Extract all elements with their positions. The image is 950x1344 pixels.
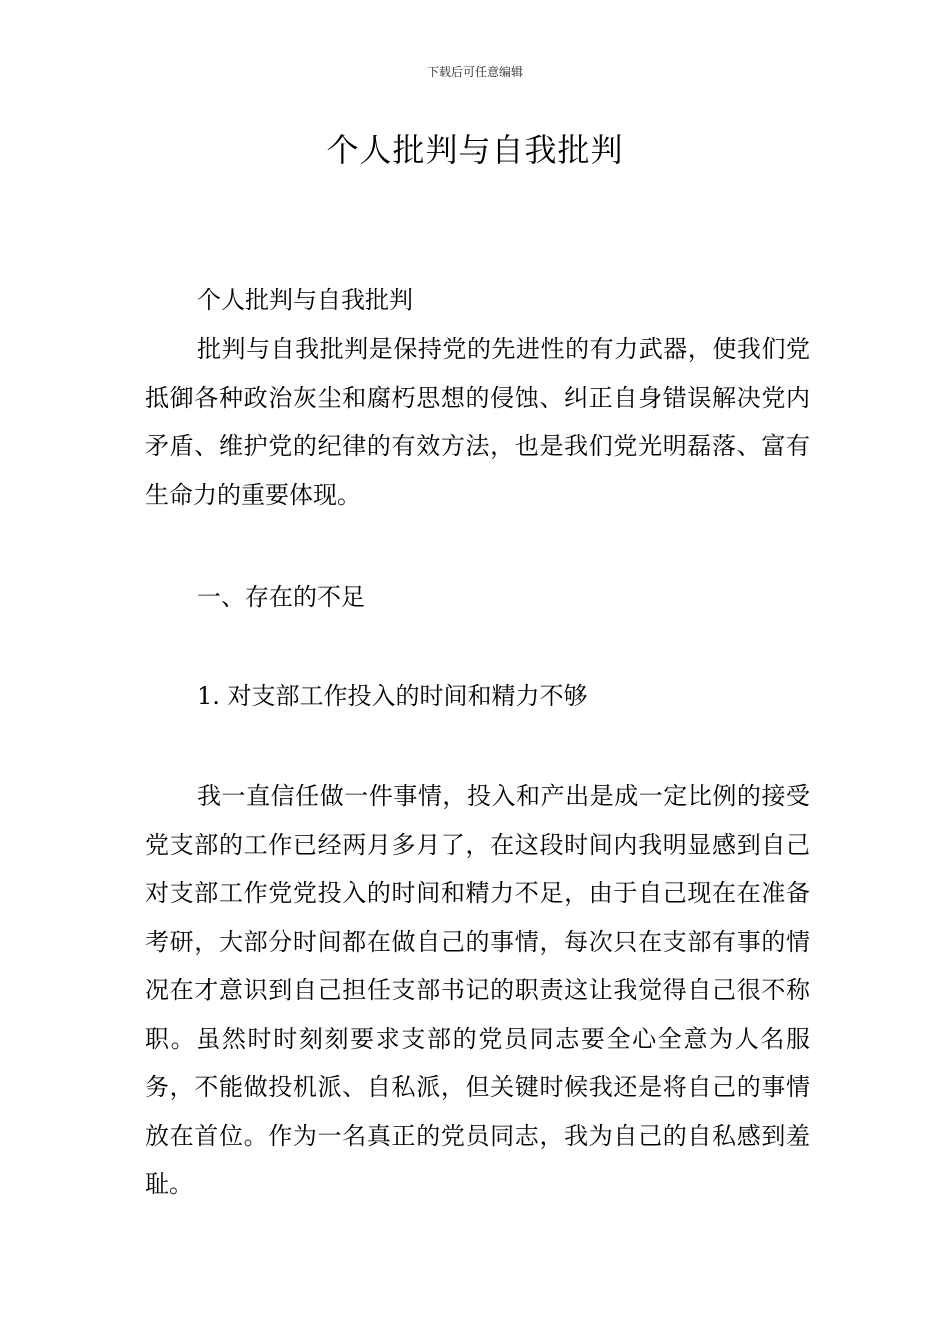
intro-paragraph: 批判与自我批判是保持党的先进性的有力武器，使我们党抵御各种政治灰尘和腐朽思想的侵蚀、纠正自身错误解决党内矛盾、维护党的纪律的有效方法，也是我们党光明磊落、富有生命力的重要体现。: [145, 335, 810, 509]
header-note: 下载后可任意编辑: [426, 65, 523, 79]
document-subtitle: 个人批判与自我批判: [197, 286, 413, 314]
item-body-paragraph: 我一直信任做一件事情，投入和产出是成一定比例的接受党支部的工作已经两月多月了，在这段时间内我明显感到自己对支部工作党党投入的时间和精力不足，由于自己现在在准备考研，大部分时间都在做自己的事情，每次只在支部有事的情况在才意识到自己担任支部书记的职责这让我觉得自己很不称职。虽然时时刻刻要求支部的党员同志要全心全意为人名服务，不能做投机派、自私派，但关键时候我还是将自己的事情放在首位。作为一名真正的党员同志，我为自己的自私感到羞耻。: [145, 782, 810, 1198]
document-title: 个人批判与自我批判: [326, 131, 624, 169]
item-heading: 1. 对支部工作投入的时间和精力不够: [197, 682, 588, 710]
section-heading: 一、存在的不足: [197, 583, 365, 611]
